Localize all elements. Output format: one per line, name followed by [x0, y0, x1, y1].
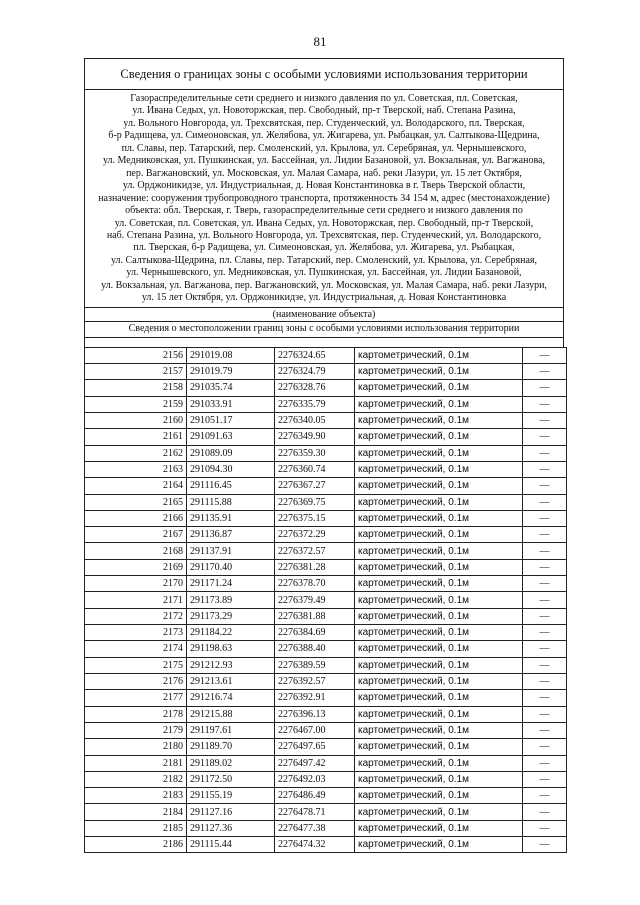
- description-line: ул. Вольного Новгорода, ул. Трехсвятская, пер. Студенческий, ул. Володарского, пл. Тверская,: [123, 117, 525, 129]
- note-cell: —: [523, 445, 567, 461]
- accuracy-method-cell: картометрический, 0.1м: [355, 657, 523, 673]
- y-coordinate-cell: 2276328.76: [275, 380, 355, 396]
- x-coordinate-cell: 291019.08: [187, 347, 275, 363]
- accuracy-method-cell: картометрический, 0.1м: [355, 690, 523, 706]
- description-line: ул. Чернышевского, ул. Медниковская, ул. Пушкинская, ул. Бассейная, ул. Лидии Базановой,: [126, 267, 522, 279]
- table-row: [85, 788, 567, 804]
- accuracy-method-cell: картометрический, 0.1м: [355, 739, 523, 755]
- x-coordinate-cell: 291184.22: [187, 625, 275, 641]
- accuracy-method-cell: картометрический, 0.1м: [355, 576, 523, 592]
- description-line: пер. Вагжановский, ул. Московская, ул. Малая Самара, наб. реки Лазури, ул. 15 лет Октября,: [126, 167, 522, 179]
- x-coordinate-cell: 291033.91: [187, 396, 275, 412]
- y-coordinate-cell: 2276474.32: [275, 837, 355, 853]
- y-coordinate-cell: 2276392.57: [275, 673, 355, 689]
- note-cell: —: [523, 412, 567, 428]
- table-row: [85, 592, 567, 608]
- y-coordinate-cell: 2276349.90: [275, 429, 355, 445]
- accuracy-method-cell: картометрический, 0.1м: [355, 559, 523, 575]
- note-cell: —: [523, 364, 567, 380]
- document-title: Сведения о границах зоны с особыми условиями использования территории: [84, 58, 564, 90]
- point-number-cell: 2156: [85, 347, 187, 363]
- description-line: объекта: обл. Тверская, г. Тверь, газораспределительные сети среднего и низкого давления по: [125, 205, 523, 217]
- note-cell: —: [523, 804, 567, 820]
- y-coordinate-cell: 2276389.59: [275, 657, 355, 673]
- note-cell: —: [523, 494, 567, 510]
- note-cell: —: [523, 608, 567, 624]
- note-cell: —: [523, 837, 567, 853]
- x-coordinate-cell: 291189.70: [187, 739, 275, 755]
- x-coordinate-cell: 291170.40: [187, 559, 275, 575]
- x-coordinate-cell: 291116.45: [187, 478, 275, 494]
- note-cell: —: [523, 625, 567, 641]
- point-number-cell: 2175: [85, 657, 187, 673]
- note-cell: —: [523, 347, 567, 363]
- point-number-cell: 2160: [85, 412, 187, 428]
- y-coordinate-cell: 2276340.05: [275, 412, 355, 428]
- point-number-cell: 2159: [85, 396, 187, 412]
- description-line: ул. Вокзальная, ул. Вагжанова, пер. Вагжановский, ул. Московская, ул. Малая Самара, наб. реки Лазури,: [101, 279, 547, 291]
- note-cell: —: [523, 478, 567, 494]
- accuracy-method-cell: картометрический, 0.1м: [355, 347, 523, 363]
- accuracy-method-cell: картометрический, 0.1м: [355, 625, 523, 641]
- note-cell: —: [523, 788, 567, 804]
- table-row: [85, 445, 567, 461]
- table-row: [85, 706, 567, 722]
- y-coordinate-cell: 2276392.91: [275, 690, 355, 706]
- zone-boundary-form: [84, 58, 564, 853]
- point-number-cell: 2178: [85, 706, 187, 722]
- note-cell: —: [523, 690, 567, 706]
- x-coordinate-cell: 291127.36: [187, 820, 275, 836]
- page-number: 81: [313, 34, 327, 49]
- y-coordinate-cell: 2276359.30: [275, 445, 355, 461]
- point-number-cell: 2172: [85, 608, 187, 624]
- point-number-cell: 2177: [85, 690, 187, 706]
- accuracy-method-cell: картометрический, 0.1м: [355, 510, 523, 526]
- table-row: [85, 625, 567, 641]
- object-name-caption: (наименование объекта): [84, 308, 564, 322]
- x-coordinate-cell: 291171.24: [187, 576, 275, 592]
- accuracy-method-cell: картометрический, 0.1м: [355, 608, 523, 624]
- point-number-cell: 2167: [85, 527, 187, 543]
- table-row: [85, 690, 567, 706]
- accuracy-method-cell: картометрический, 0.1м: [355, 543, 523, 559]
- x-coordinate-cell: 291115.88: [187, 494, 275, 510]
- table-row: [85, 771, 567, 787]
- point-number-cell: 2185: [85, 820, 187, 836]
- x-coordinate-cell: 291035.74: [187, 380, 275, 396]
- x-coordinate-cell: 291135.91: [187, 510, 275, 526]
- x-coordinate-cell: 291089.09: [187, 445, 275, 461]
- point-number-cell: 2180: [85, 739, 187, 755]
- y-coordinate-cell: 2276497.42: [275, 755, 355, 771]
- note-cell: —: [523, 543, 567, 559]
- x-coordinate-cell: 291172.50: [187, 771, 275, 787]
- description-line: ул. Советская, пл. Советская, ул. Ивана Седых, ул. Новоторжская, пер. Свободный, пр-т Тверской,: [114, 217, 534, 229]
- table-row: [85, 739, 567, 755]
- x-coordinate-cell: 291197.61: [187, 722, 275, 738]
- description-line: б-р Радищева, ул. Симеоновская, ул. Желябова, ул. Жигарева, ул. Рыбацкая, ул. Салтыкова-Щедрина,: [108, 130, 540, 142]
- y-coordinate-cell: 2276372.57: [275, 543, 355, 559]
- x-coordinate-cell: 291173.89: [187, 592, 275, 608]
- y-coordinate-cell: 2276492.03: [275, 771, 355, 787]
- accuracy-method-cell: картометрический, 0.1м: [355, 804, 523, 820]
- x-coordinate-cell: 291213.61: [187, 673, 275, 689]
- y-coordinate-cell: 2276467.00: [275, 722, 355, 738]
- note-cell: —: [523, 771, 567, 787]
- note-cell: —: [523, 396, 567, 412]
- table-row: [85, 641, 567, 657]
- y-coordinate-cell: 2276367.27: [275, 478, 355, 494]
- table-row: [85, 347, 567, 363]
- y-coordinate-cell: 2276388.40: [275, 641, 355, 657]
- table-row: [85, 804, 567, 820]
- y-coordinate-cell: 2276335.79: [275, 396, 355, 412]
- point-number-cell: 2179: [85, 722, 187, 738]
- accuracy-method-cell: картометрический, 0.1м: [355, 429, 523, 445]
- table-row: [85, 510, 567, 526]
- accuracy-method-cell: картометрический, 0.1м: [355, 837, 523, 853]
- accuracy-method-cell: картометрический, 0.1м: [355, 820, 523, 836]
- point-number-cell: 2168: [85, 543, 187, 559]
- section-title: Сведения о местоположении границ зоны с особыми условиями использования территории: [84, 322, 564, 338]
- point-number-cell: 2163: [85, 461, 187, 477]
- point-number-cell: 2183: [85, 788, 187, 804]
- accuracy-method-cell: картометрический, 0.1м: [355, 461, 523, 477]
- accuracy-method-cell: картометрический, 0.1м: [355, 641, 523, 657]
- y-coordinate-cell: 2276396.13: [275, 706, 355, 722]
- note-cell: —: [523, 673, 567, 689]
- point-number-cell: 2157: [85, 364, 187, 380]
- y-coordinate-cell: 2276497.65: [275, 739, 355, 755]
- y-coordinate-cell: 2276324.65: [275, 347, 355, 363]
- note-cell: —: [523, 429, 567, 445]
- table-row: [85, 559, 567, 575]
- accuracy-method-cell: картометрический, 0.1м: [355, 380, 523, 396]
- point-number-cell: 2169: [85, 559, 187, 575]
- y-coordinate-cell: 2276369.75: [275, 494, 355, 510]
- table-row: [85, 429, 567, 445]
- table-row: [85, 673, 567, 689]
- point-number-cell: 2165: [85, 494, 187, 510]
- coordinates-table: [84, 347, 567, 854]
- point-number-cell: 2162: [85, 445, 187, 461]
- accuracy-method-cell: картометрический, 0.1м: [355, 592, 523, 608]
- description-line: ул. Орджоникидзе, ул. Индустриальная, д. Новая Константиновка в г. Тверь Тверской области,: [122, 180, 526, 192]
- x-coordinate-cell: 291127.16: [187, 804, 275, 820]
- description-line: пл. Тверская, б-р Радищева, ул. Симеоновская, ул. Желябова, ул. Жигарева, ул. Рыбацкая,: [133, 242, 515, 254]
- point-number-cell: 2186: [85, 837, 187, 853]
- point-number-cell: 2182: [85, 771, 187, 787]
- note-cell: —: [523, 755, 567, 771]
- note-cell: —: [523, 657, 567, 673]
- y-coordinate-cell: 2276324.79: [275, 364, 355, 380]
- accuracy-method-cell: картометрический, 0.1м: [355, 755, 523, 771]
- y-coordinate-cell: 2276375.15: [275, 510, 355, 526]
- y-coordinate-cell: 2276372.29: [275, 527, 355, 543]
- x-coordinate-cell: 291215.88: [187, 706, 275, 722]
- table-row: [85, 527, 567, 543]
- description-line: ул. Ивана Седых, ул. Новоторжская, пер. Свободный, пр-т Тверской, наб. Степана Разина,: [132, 105, 516, 117]
- y-coordinate-cell: 2276486.49: [275, 788, 355, 804]
- y-coordinate-cell: 2276477.38: [275, 820, 355, 836]
- note-cell: —: [523, 461, 567, 477]
- x-coordinate-cell: 291115.44: [187, 837, 275, 853]
- note-cell: —: [523, 380, 567, 396]
- accuracy-method-cell: картометрический, 0.1м: [355, 396, 523, 412]
- y-coordinate-cell: 2276379.49: [275, 592, 355, 608]
- x-coordinate-cell: 291137.91: [187, 543, 275, 559]
- note-cell: —: [523, 739, 567, 755]
- note-cell: —: [523, 592, 567, 608]
- y-coordinate-cell: 2276381.28: [275, 559, 355, 575]
- point-number-cell: 2161: [85, 429, 187, 445]
- y-coordinate-cell: 2276381.88: [275, 608, 355, 624]
- point-number-cell: 2158: [85, 380, 187, 396]
- accuracy-method-cell: картометрический, 0.1м: [355, 771, 523, 787]
- point-number-cell: 2164: [85, 478, 187, 494]
- y-coordinate-cell: 2276478.71: [275, 804, 355, 820]
- point-number-cell: 2176: [85, 673, 187, 689]
- x-coordinate-cell: 291094.30: [187, 461, 275, 477]
- table-row: [85, 576, 567, 592]
- point-number-cell: 2174: [85, 641, 187, 657]
- table-row: [85, 494, 567, 510]
- description-line: ул. Салтыкова-Щедрина, пл. Славы, пер. Татарский, пер. Смоленский, ул. Крылова, ул. Серебряная,: [111, 254, 537, 266]
- accuracy-method-cell: картометрический, 0.1м: [355, 412, 523, 428]
- x-coordinate-cell: 291051.17: [187, 412, 275, 428]
- table-row: [85, 608, 567, 624]
- description-line: Газораспределительные сети среднего и низкого давления по ул. Советская, пл. Советская,: [130, 93, 518, 104]
- point-number-cell: 2181: [85, 755, 187, 771]
- accuracy-method-cell: картометрический, 0.1м: [355, 706, 523, 722]
- description-line: ул. Медниковская, ул. Пушкинская, ул. Бассейная, ул. Лидии Базановой, ул. Вокзальная, ул. Вагжанова,: [103, 155, 545, 167]
- table-row: [85, 461, 567, 477]
- table-row: [85, 755, 567, 771]
- table-row: [85, 543, 567, 559]
- accuracy-method-cell: картометрический, 0.1м: [355, 364, 523, 380]
- note-cell: —: [523, 706, 567, 722]
- table-row: [85, 364, 567, 380]
- table-row: [85, 478, 567, 494]
- table-row: [85, 820, 567, 836]
- accuracy-method-cell: картометрический, 0.1м: [355, 673, 523, 689]
- point-number-cell: 2173: [85, 625, 187, 641]
- y-coordinate-cell: 2276384.69: [275, 625, 355, 641]
- accuracy-method-cell: картометрический, 0.1м: [355, 494, 523, 510]
- note-cell: —: [523, 820, 567, 836]
- accuracy-method-cell: картометрический, 0.1м: [355, 722, 523, 738]
- x-coordinate-cell: 291189.02: [187, 755, 275, 771]
- y-coordinate-cell: 2276360.74: [275, 461, 355, 477]
- description-line: наб. Степана Разина, ул. Вольного Новгорода, ул. Трехсвятская, пер. Студенческий, ул. Володарского,: [106, 229, 542, 241]
- accuracy-method-cell: картометрический, 0.1м: [355, 788, 523, 804]
- x-coordinate-cell: 291216.74: [187, 690, 275, 706]
- accuracy-method-cell: картометрический, 0.1м: [355, 478, 523, 494]
- object-description: [84, 90, 564, 308]
- x-coordinate-cell: 291198.63: [187, 641, 275, 657]
- description-line: ул. 15 лет Октября, ул. Орджоникидзе, ул. Индустриальная, д. Новая Константиновка: [141, 292, 507, 304]
- x-coordinate-cell: 291173.29: [187, 608, 275, 624]
- x-coordinate-cell: 291136.87: [187, 527, 275, 543]
- point-number-cell: 2171: [85, 592, 187, 608]
- point-number-cell: 2166: [85, 510, 187, 526]
- description-line: пл. Славы, пер. Татарский, пер. Смоленский, ул. Крылова, ул. Серебряная, ул. Чернышевского,: [121, 142, 527, 154]
- x-coordinate-cell: 291019.79: [187, 364, 275, 380]
- table-row: [85, 837, 567, 853]
- note-cell: —: [523, 641, 567, 657]
- point-number-cell: 2184: [85, 804, 187, 820]
- table-row: [85, 396, 567, 412]
- accuracy-method-cell: картометрический, 0.1м: [355, 445, 523, 461]
- x-coordinate-cell: 291155.19: [187, 788, 275, 804]
- x-coordinate-cell: 291091.63: [187, 429, 275, 445]
- x-coordinate-cell: 291212.93: [187, 657, 275, 673]
- note-cell: —: [523, 559, 567, 575]
- table-row: [85, 412, 567, 428]
- accuracy-method-cell: картометрический, 0.1м: [355, 527, 523, 543]
- note-cell: —: [523, 527, 567, 543]
- table-row: [85, 722, 567, 738]
- note-cell: —: [523, 510, 567, 526]
- table-row: [85, 657, 567, 673]
- table-row: [85, 380, 567, 396]
- note-cell: —: [523, 722, 567, 738]
- y-coordinate-cell: 2276378.70: [275, 576, 355, 592]
- note-cell: —: [523, 576, 567, 592]
- point-number-cell: 2170: [85, 576, 187, 592]
- description-line: назначение: сооружения трубопроводного транспорта, протяженность 34 154 м, адрес (местонахождение): [98, 192, 550, 204]
